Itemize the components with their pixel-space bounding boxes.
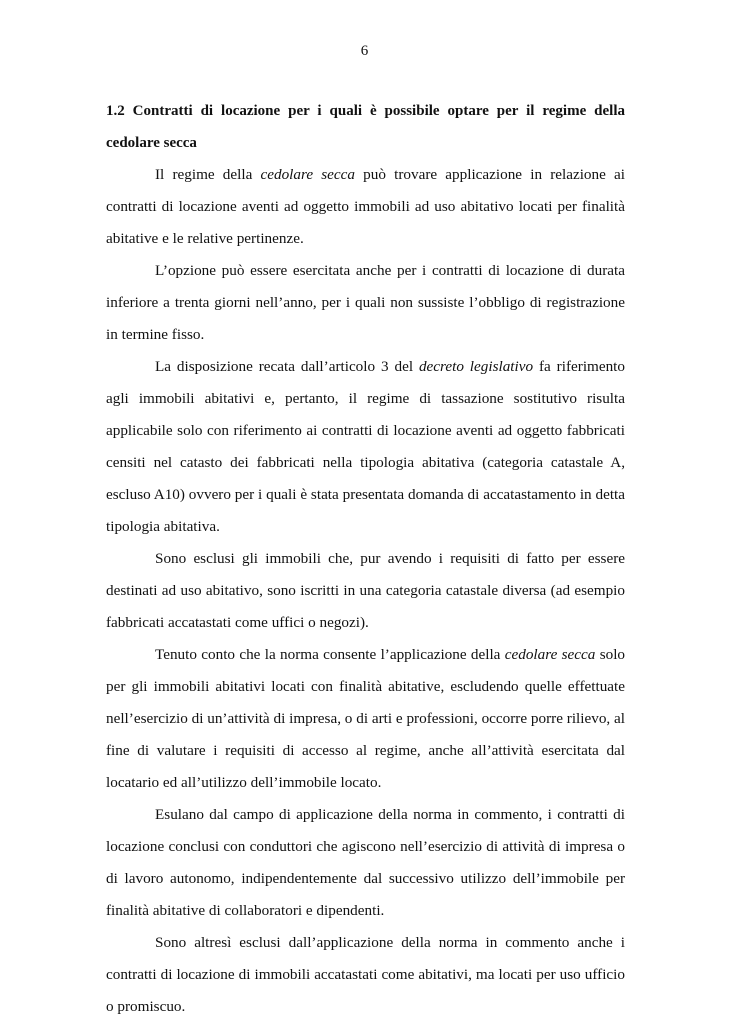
paragraph-3-emphasis: decreto legislativo — [418, 358, 534, 375]
paragraph-5-emphasis: cedolare secca — [504, 646, 596, 663]
paragraph-3 — [106, 351, 625, 543]
paragraph-7: Sono altresì esclusi dall’applicazione della norma in commento anche i contratti di locazione di immobili accatastati come abitativi, ma locati per uso ufficio o promiscuo. — [106, 934, 625, 1015]
paragraph-1 — [106, 159, 625, 255]
paragraph-5-text-b: solo per gli immobili abitativi locati con finalità abitative, escludendo quelle effettuate nell’esercizio di un’attività di impresa, o di arti e professioni, occorre porre rilievo, al fine di valutare i requisiti di accesso al regime, anche all’attività esercitata dal locatario ed all’utilizzo dell’immobile locato. — [106, 646, 626, 791]
paragraph-2: L’opzione può essere esercitata anche per i contratti di locazione di durata inferiore a trenta giorni nell’anno, per i quali non sussiste l’obbligo di registrazione in termine fisso. — [106, 262, 625, 343]
document-body — [106, 95, 625, 1023]
page-number: 6 — [360, 43, 369, 59]
paragraph-3-text-b: fa riferimento agli immobili abitativi e, pertanto, il regime di tassazione sostitutivo risulta applicabile solo con riferimento ai contratti di locazione aventi ad oggetto fabbricati censiti nel catasto dei fabbricati nella tipologia abitativa (categoria catastale A, escluso A10) ovvero per i quali è stata presentata domanda di accatastamento in detta tipologia abitativa. — [106, 358, 625, 535]
paragraph-4: Sono esclusi gli immobili che, pur avendo i requisiti di fatto per essere destinati ad uso abitativo, sono iscritti in una categoria catastale diversa (ad esempio fabbricati accatastati come uffici o negozi). — [106, 550, 625, 631]
paragraph-1-text-a: Il regime della — [155, 166, 261, 183]
paragraph-3-text-a: La disposizione recata dall’articolo 3 del — [155, 358, 419, 375]
paragraph-6: Esulano dal campo di applicazione della norma in commento, i contratti di locazione conclusi con conduttori che agiscono nell’esercizio di attività di impresa o di lavoro autonomo, indipendentemente dal successivo utilizzo dell’immobile per finalità abitative di collaboratori e dipendenti. — [106, 806, 625, 919]
paragraph-5-text-a: Tenuto conto che la norma consente l’applicazione della — [155, 646, 505, 663]
paragraph-1-text-b: può trovare applicazione in relazione ai contratti di locazione aventi ad oggetto immobili ad uso abitativo locati per finalità abitative e le relative pertinenze. — [106, 166, 625, 247]
paragraph-5 — [106, 639, 625, 799]
section-heading: 1.2 Contratti di locazione per i quali è possibile optare per il regime della cedolare secca — [106, 103, 625, 151]
paragraph-1-emphasis: cedolare secca — [260, 166, 355, 183]
